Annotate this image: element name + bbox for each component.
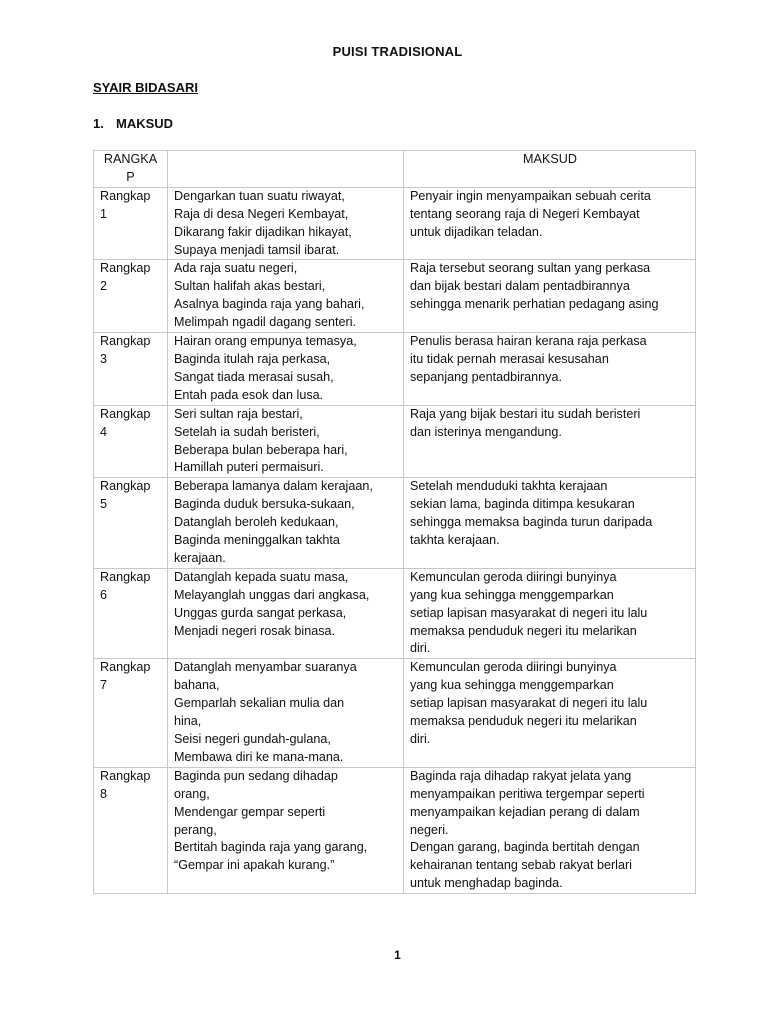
- syair-line: Beberapa lamanya dalam kerajaan,: [174, 479, 373, 494]
- section-title: SYAIR BIDASARI: [93, 80, 198, 95]
- table-row: [94, 478, 696, 569]
- rangkap-cell: [94, 478, 168, 569]
- rangkap-line: Rangkap: [100, 569, 151, 584]
- maksud-line: diri.: [410, 732, 431, 746]
- syair-line: Seisi negeri gundah-gulana,: [174, 732, 331, 746]
- syair-line: Hamillah puteri permaisuri.: [174, 460, 324, 475]
- syair-line: Hairan orang empunya temasya,: [174, 334, 357, 349]
- maksud-cell: [404, 333, 696, 406]
- rangkap-line: 2: [100, 279, 108, 294]
- maksud-line: Kemunculan geroda diiringi bunyinya: [410, 569, 617, 584]
- syair-line: Mendengar gempar seperti: [174, 804, 326, 819]
- rangkap-cell: [94, 568, 168, 659]
- maksud-cell: [404, 478, 696, 569]
- syair-line: Sultan halifah akas bestari,: [174, 279, 326, 294]
- rangkap-cell: [94, 405, 168, 478]
- rangkap-line: Rangkap: [100, 660, 151, 675]
- rangkap-line: 8: [100, 786, 108, 801]
- table-row: [94, 333, 696, 406]
- maksud-line: Setelah menduduki takhta kerajaan: [410, 479, 608, 494]
- syair-line: kerajaan.: [174, 550, 226, 565]
- syair-line: Setelah ia sudah beristeri,: [174, 424, 320, 439]
- syair-line: Bertitah baginda raja yang garang,: [174, 840, 368, 855]
- rangkap-line: Rangkap: [100, 261, 151, 276]
- maksud-cell: [404, 405, 696, 478]
- maksud-line: diri.: [410, 641, 431, 656]
- syair-line: Sangat tiada merasai susah,: [174, 369, 334, 384]
- maksud-line: untuk dijadikan teladan.: [410, 224, 543, 239]
- table-row: [94, 568, 696, 659]
- maksud-cell: [404, 767, 696, 893]
- maksud-line: memaksa penduduk negeri itu melarikan: [410, 623, 637, 638]
- maksud-line: kehairanan tentang sebab rakyat berlari: [410, 858, 632, 873]
- header-maksud: MAKSUD: [404, 151, 696, 188]
- syair-line: “Gempar ini apakah kurang.”: [174, 858, 335, 873]
- rangkap-cell: [94, 767, 168, 893]
- maksud-line: Raja yang bijak bestari itu sudah beristeri: [410, 406, 641, 421]
- maksud-line: memaksa penduduk negeri itu melarikan: [410, 714, 637, 729]
- maksud-line: sekian lama, baginda ditimpa kesukaran: [410, 497, 635, 512]
- maksud-line: dan isterinya mengandung.: [410, 424, 562, 439]
- syair-line: Raja di desa Negeri Kembayat,: [174, 206, 349, 221]
- syair-line: Seri sultan raja bestari,: [174, 406, 303, 421]
- maksud-line: untuk menghadap baginda.: [410, 876, 563, 891]
- syair-line: Beberapa bulan beberapa hari,: [174, 442, 348, 457]
- syair-line: Baginda pun sedang dihadap: [174, 768, 338, 783]
- table-row: [94, 187, 696, 260]
- maksud-line: setiap lapisan masyarakat di negeri itu lalu: [410, 605, 648, 620]
- maksud-table: [93, 150, 696, 894]
- maksud-line: sepanjang pentadbirannya.: [410, 369, 562, 384]
- maksud-line: Penulis berasa hairan kerana raja perkasa: [410, 334, 647, 349]
- rangkap-line: 3: [100, 351, 108, 366]
- rangkap-line: Rangkap: [100, 768, 151, 783]
- maksud-line: dan bijak bestari dalam pentadbirannya: [410, 279, 630, 294]
- subsection-label: MAKSUD: [116, 116, 174, 131]
- syair-line: Datanglah kepada suatu masa,: [174, 569, 349, 584]
- syair-cell: [168, 333, 404, 406]
- header-rangkap: RANGKAP: [94, 151, 168, 188]
- rangkap-cell: [94, 187, 168, 260]
- syair-line: orang,: [174, 786, 210, 801]
- maksud-line: menyampaikan kejadian perang di dalam: [410, 804, 640, 819]
- syair-line: Baginda meninggalkan takhta: [174, 533, 340, 548]
- maksud-cell: [404, 659, 696, 767]
- subsection-heading: [93, 116, 173, 131]
- maksud-line: tentang seorang raja di Negeri Kembayat: [410, 206, 640, 221]
- table-row: [94, 260, 696, 333]
- syair-cell: [168, 767, 404, 893]
- page-title: PUISI TRADISIONAL: [332, 44, 463, 59]
- subsection-number: 1.: [93, 116, 104, 131]
- rangkap-line: 1: [100, 206, 108, 221]
- page-number: 1: [394, 948, 401, 962]
- syair-line: Gemparlah sekalian mulia dan: [174, 696, 345, 711]
- maksud-cell: [404, 187, 696, 260]
- rangkap-cell: [94, 260, 168, 333]
- syair-line: Supaya menjadi tamsil ibarat.: [174, 242, 340, 257]
- syair-line: Baginda itulah raja perkasa,: [174, 351, 331, 366]
- syair-line: Datanglah menyambar suaranya: [174, 660, 357, 675]
- syair-line: Membawa diri ke mana-mana.: [174, 749, 344, 764]
- maksud-line: menyampaikan peritiwa tergempar seperti: [410, 786, 645, 801]
- table-row: [94, 659, 696, 767]
- maksud-line: sehingga menarik perhatian pedagang asing: [410, 297, 659, 312]
- maksud-line: itu tidak pernah merasai kesusahan: [410, 351, 609, 366]
- maksud-line: Penyair ingin menyampaikan sebuah cerita: [410, 188, 651, 203]
- syair-cell: [168, 478, 404, 569]
- maksud-line: Baginda raja dihadap rakyat jelata yang: [410, 768, 632, 783]
- maksud-line: Kemunculan geroda diiringi bunyinya: [410, 660, 617, 675]
- rangkap-line: 6: [100, 587, 108, 602]
- syair-line: hina,: [174, 714, 202, 729]
- syair-cell: [168, 405, 404, 478]
- syair-cell: [168, 187, 404, 260]
- maksud-line: yang kua sehingga menggemparkan: [410, 587, 614, 602]
- rangkap-line: Rangkap: [100, 334, 151, 349]
- syair-line: perang,: [174, 822, 217, 837]
- rangkap-line: 7: [100, 678, 108, 693]
- rangkap-line: 4: [100, 424, 108, 439]
- maksud-line: takhta kerajaan.: [410, 533, 500, 548]
- rangkap-line: Rangkap: [100, 406, 151, 421]
- rangkap-line: 5: [100, 497, 108, 512]
- syair-line: Entah pada esok dan lusa.: [174, 387, 324, 402]
- rangkap-cell: [94, 659, 168, 767]
- maksud-line: negeri.: [410, 822, 449, 837]
- header-syair: [168, 151, 404, 188]
- table-row: [94, 405, 696, 478]
- syair-line: Baginda duduk bersuka-sukaan,: [174, 497, 355, 512]
- syair-cell: [168, 568, 404, 659]
- maksud-line: setiap lapisan masyarakat di negeri itu lalu: [410, 696, 648, 711]
- syair-line: Ada raja suatu negeri,: [174, 261, 298, 276]
- rangkap-line: Rangkap: [100, 479, 151, 494]
- syair-line: Melayanglah unggas dari angkasa,: [174, 587, 370, 602]
- syair-line: Asalnya baginda raja yang bahari,: [174, 297, 365, 312]
- syair-line: bahana,: [174, 678, 220, 693]
- syair-line: Menjadi negeri rosak binasa.: [174, 623, 336, 638]
- maksud-cell: [404, 568, 696, 659]
- syair-line: Dengarkan tuan suatu riwayat,: [174, 188, 345, 203]
- maksud-line: sehingga memaksa baginda turun daripada: [410, 515, 653, 530]
- rangkap-line: Rangkap: [100, 188, 151, 203]
- table-body: [94, 187, 696, 893]
- maksud-line: Raja tersebut seorang sultan yang perkasa: [410, 261, 651, 276]
- table-header-row: [94, 151, 696, 188]
- syair-cell: [168, 260, 404, 333]
- syair-line: Datanglah beroleh kedukaan,: [174, 515, 339, 530]
- syair-cell: [168, 659, 404, 767]
- table-row: [94, 767, 696, 893]
- maksud-cell: [404, 260, 696, 333]
- syair-line: Dikarang fakir dijadikan hikayat,: [174, 224, 352, 239]
- maksud-line: Dengan garang, baginda bertitah dengan: [410, 840, 640, 855]
- syair-line: Melimpah ngadil dagang senteri.: [174, 315, 357, 330]
- maksud-line: yang kua sehingga menggemparkan: [410, 678, 614, 693]
- syair-line: Unggas gurda sangat perkasa,: [174, 605, 347, 620]
- rangkap-cell: [94, 333, 168, 406]
